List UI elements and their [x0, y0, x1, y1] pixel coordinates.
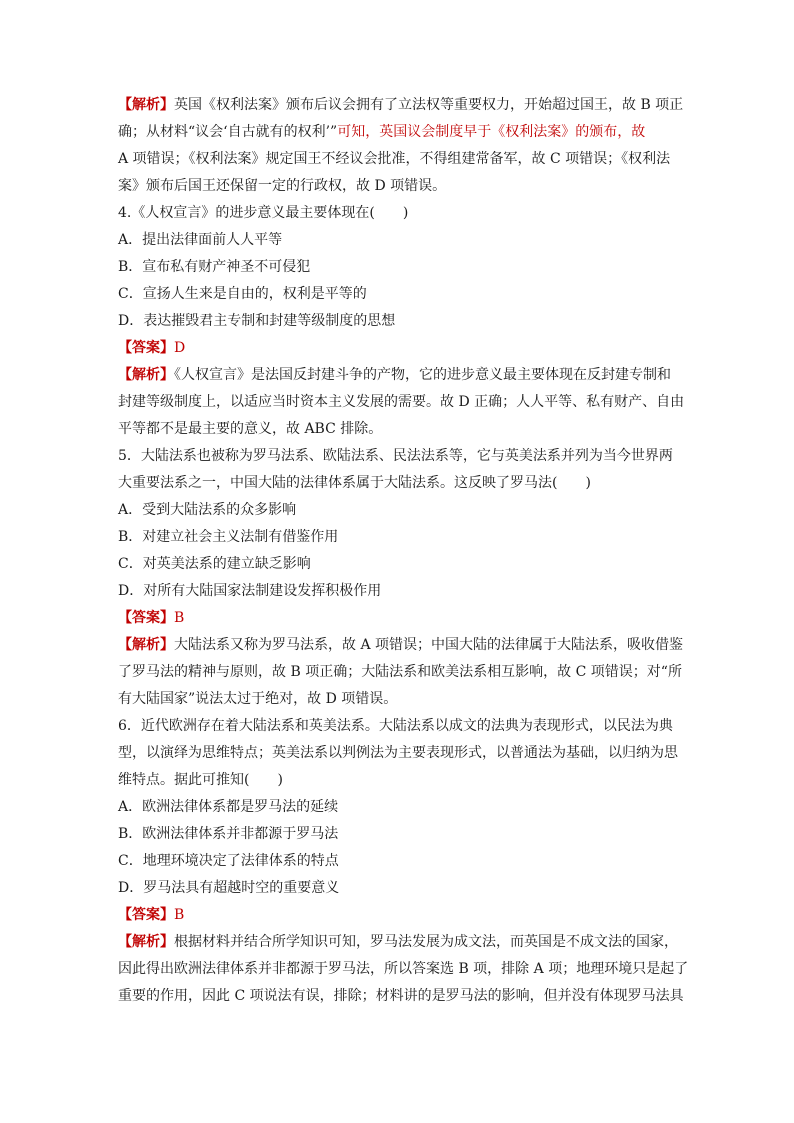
q3-analysis-line: A 项错误；《权利法案》规定国王不经议会批准，不得组建常备军，故 C 项错误；《权利法 [118, 151, 671, 167]
analysis-line [118, 632, 684, 659]
question-stem: 5．大陆法系也被称为罗马法系、欧陆法系、民法法系等，它与英美法系并列为当今世界两 [118, 448, 673, 464]
answer-value: B [174, 907, 185, 923]
analysis-text: 确；从材料“议会‘自古就有的权利’” [118, 124, 338, 140]
option-b: B．对建立社会主义法制有借鉴作用 [118, 529, 339, 545]
option-b: B．欧洲法律体系并非都源于罗马法 [118, 826, 339, 842]
analysis-line [118, 362, 678, 389]
analysis-line: 了罗马法的精神与原则，故 B 项正确；大陆法系和欧美法系相互影响，故 C 项错误；对“所 [118, 664, 682, 680]
option-d: D．表达摧毁君主专制和封建等级制度的思想 [118, 313, 396, 329]
question-stem: 大重要法系之一，中国大陆的法律体系属于大陆法系。这反映了罗马法( ) [118, 475, 591, 491]
analysis-tag: 【解析】 [118, 367, 174, 383]
option-d: D．对所有大陆国家法制建设发挥积极作用 [118, 583, 382, 599]
analysis-line: 封建等级制度上，以适应当时资本主义发展的需要。故 D 正确；人人平等、私有财产、自由 [118, 394, 685, 410]
option-a: A．受到大陆法系的众多影响 [118, 502, 297, 518]
document-page [118, 92, 689, 1010]
question-stem: 型，以演绎为思维特点；英美法系以判例法为主要表现形式，以普通法为基础，以归纳为思 [118, 745, 678, 761]
q3-analysis-line [118, 119, 678, 146]
analysis-text: 《人权宣言》是法国反封建斗争的产物，它的进步意义最主要体现在反封建专制和 [174, 367, 671, 383]
analysis-line: 因此得出欧洲法律体系并非都源于罗马法，所以答案选 B 项，排除 A 项；地理环境只是起了 [118, 961, 689, 977]
analysis-line [118, 929, 678, 956]
analysis-red-text: 可知，英国议会制度早于《权利法案》的颁布，故 [337, 124, 646, 140]
analysis-line: 平等都不是最主要的意义，故 ABC 排除。 [118, 421, 383, 437]
option-d: D．罗马法具有超越时空的重要意义 [118, 880, 340, 896]
question-stem: 4.《人权宣言》的进步意义最主要体现在( ) [118, 205, 409, 221]
answer-line [118, 335, 678, 362]
option-b: B．宣布私有财产神圣不可侵犯 [118, 259, 311, 275]
q3-analysis-line [118, 92, 684, 119]
analysis-tag: 【解析】 [118, 637, 174, 653]
analysis-text: 大陆法系又称为罗马法系，故 A 项错误；中国大陆的法律属于大陆法系，吸收借鉴 [174, 637, 684, 653]
question-stem: 维特点。据此可推知( ) [118, 772, 283, 788]
answer-tag: 【答案】 [118, 610, 174, 626]
analysis-line: 有大陆国家”说法太过于绝对，故 D 项错误。 [118, 691, 398, 707]
answer-value: D [174, 340, 186, 356]
question-stem: 6．近代欧洲存在着大陆法系和英美法系。大陆法系以成文的法典为表现形式，以民法为典 [118, 718, 673, 734]
answer-tag: 【答案】 [118, 907, 174, 923]
answer-tag: 【答案】 [118, 340, 174, 356]
analysis-text: 英国《权利法案》颁布后议会拥有了立法权等重要权力，开始超过国王，故 B 项正 [174, 97, 684, 113]
answer-line [118, 902, 678, 929]
analysis-text: 根据材料并结合所学知识可知，罗马法发展为成文法，而英国是不成文法的国家， [174, 934, 678, 950]
option-a: A．欧洲法律体系都是罗马法的延续 [118, 799, 339, 815]
option-c: C．对英美法系的建立缺乏影响 [118, 556, 311, 572]
option-a: A．提出法律面前人人平等 [118, 232, 283, 248]
option-c: C．宣扬人生来是自由的，权利是平等的 [118, 286, 367, 302]
answer-line [118, 605, 678, 632]
analysis-tag: 【解析】 [118, 934, 174, 950]
q3-analysis-line: 案》颁布后国王还保留一定的行政权，故 D 项错误。 [118, 178, 447, 194]
answer-value: B [174, 610, 185, 626]
analysis-line: 重要的作用，因此 C 项说法有误，排除；材料讲的是罗马法的影响，但并没有体现罗马法具 [118, 988, 684, 1004]
option-c: C．地理环境决定了法律体系的特点 [118, 853, 339, 869]
analysis-tag: 【解析】 [118, 97, 174, 113]
